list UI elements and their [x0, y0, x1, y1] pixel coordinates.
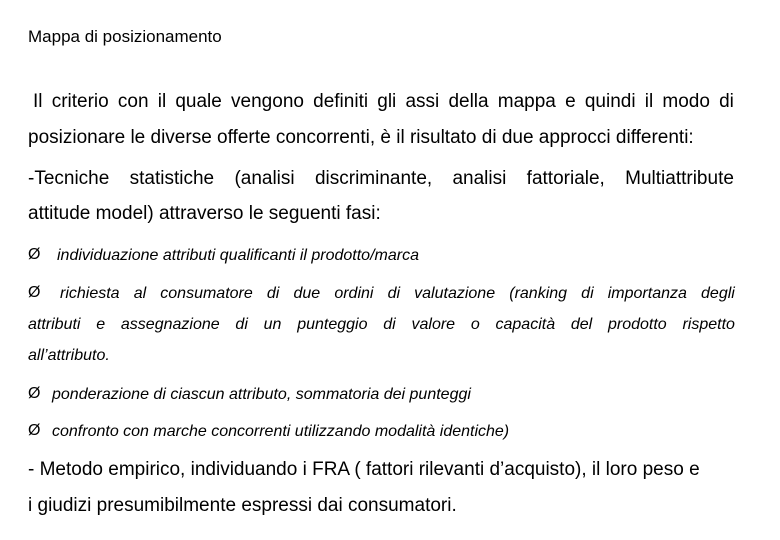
word: con [117, 91, 149, 112]
word: (analisi [234, 168, 295, 189]
word: degli [701, 285, 735, 302]
word: valore [411, 316, 456, 333]
word: capacità [495, 316, 556, 333]
word: -Tecniche [28, 168, 110, 189]
word: prodotto [607, 316, 667, 333]
word: Il [33, 91, 43, 112]
word: attributi [28, 316, 81, 333]
word: criterio [51, 91, 109, 112]
word: consumatore [160, 285, 253, 302]
phase-item-4: confronto con marche concorrenti utilizzando modalità identiche) [52, 423, 510, 440]
word: rispetto [682, 316, 735, 333]
word: Multiattribute [625, 168, 734, 189]
word: analisi [452, 168, 507, 189]
phase-item-2-line-1 [60, 285, 735, 303]
word: definiti [313, 91, 369, 112]
word: il [157, 91, 167, 112]
approach1-line-1 [28, 168, 734, 190]
phase-item-1: individuazione attributi qualificanti il prodotto/marca [57, 247, 419, 264]
word: statistiche [129, 168, 215, 189]
page-title: Mappa di posizionamento [28, 27, 222, 46]
word: di [581, 285, 594, 302]
approach1-line-2: attitude model) attraverso le seguenti fasi: [28, 203, 381, 224]
word: assegnazione [120, 316, 220, 333]
word: di [235, 316, 248, 333]
word: assi [405, 91, 440, 112]
word: o [470, 316, 480, 333]
phase-item-2-line-2 [28, 316, 735, 334]
word: richiesta [60, 285, 120, 302]
word: del [570, 316, 593, 333]
word: di [383, 316, 396, 333]
word: quale [175, 91, 222, 112]
phase-item-3: ponderazione di ciascun attributo, sommatoria dei punteggi [52, 386, 471, 403]
word: della [448, 91, 489, 112]
bullet-arrow-icon: Ø [28, 422, 41, 439]
word: importanza [607, 285, 687, 302]
word: il [644, 91, 654, 112]
word: di [266, 285, 280, 302]
word: (ranking [509, 285, 568, 302]
bullet-arrow-icon: Ø [28, 385, 41, 402]
word: valutazione [414, 285, 496, 302]
word: un [263, 316, 282, 333]
word: due [293, 285, 321, 302]
word: vengono [231, 91, 304, 112]
word: mappa [497, 91, 556, 112]
phase-item-2-line-3: all’attributo. [28, 347, 110, 364]
bullet-arrow-icon: Ø [28, 284, 41, 301]
approach2-line-1: - Metodo empirico, individuando i FRA ( fattori rilevanti d’acquisto), il loro peso e [28, 459, 700, 480]
word: fattoriale, [526, 168, 605, 189]
word: modo [662, 91, 710, 112]
word: discriminante, [314, 168, 433, 189]
word: punteggio [297, 316, 368, 333]
intro-line-1 [33, 91, 734, 113]
word: ordini [334, 285, 374, 302]
intro-line-2: posizionare le diverse offerte concorrenti, è il risultato di due approcci differenti: [28, 127, 694, 148]
word: al [133, 285, 147, 302]
bullet-arrow-icon: Ø [28, 246, 41, 263]
approach2-line-2: i giudizi presumibilmente espressi dai consumatori. [28, 495, 457, 516]
word: quindi [584, 91, 636, 112]
word: e [96, 316, 106, 333]
word: di [387, 285, 401, 302]
word: e [565, 91, 576, 112]
word: gli [377, 91, 397, 112]
word: di [719, 91, 734, 112]
